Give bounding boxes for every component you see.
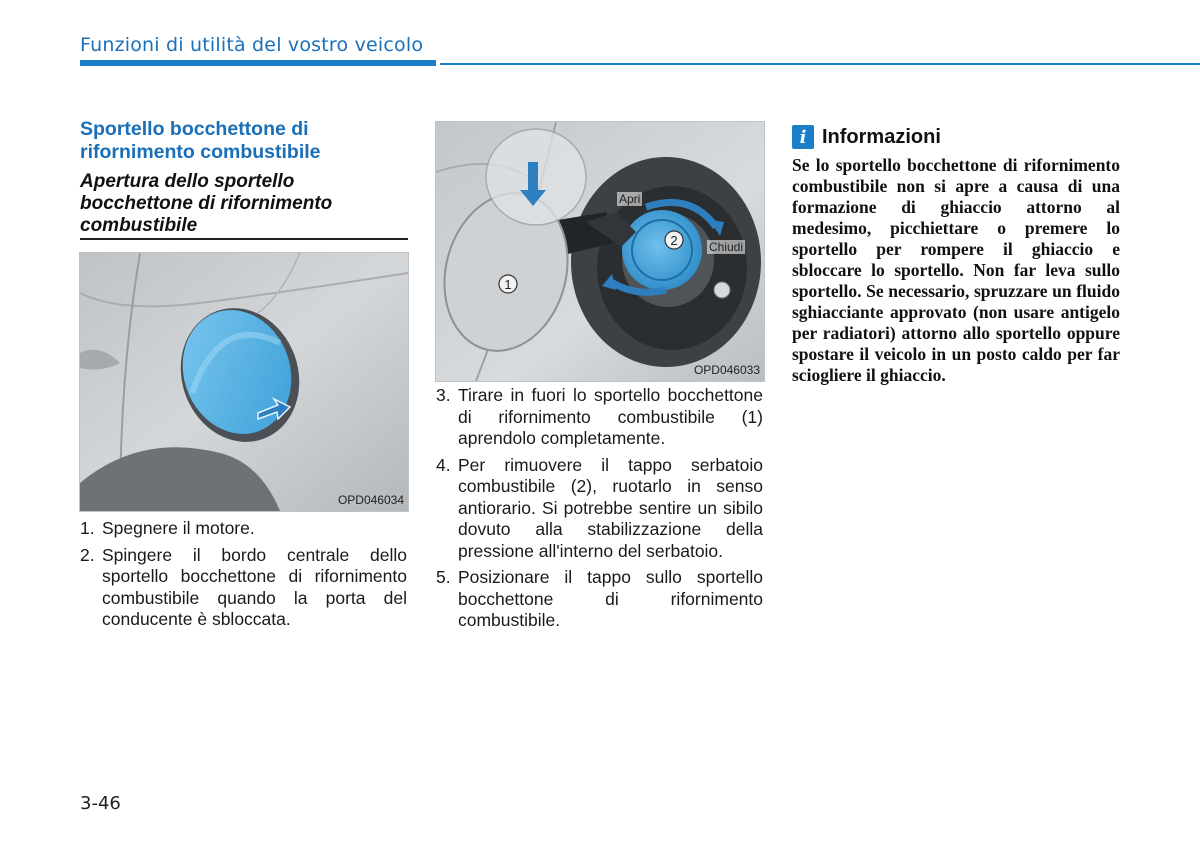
- information-header: [792, 124, 1120, 150]
- step-item: [436, 385, 763, 450]
- steps-list-right: [436, 385, 763, 637]
- figure-code: OPD046033: [693, 363, 760, 377]
- running-header: Funzioni di utilità del vostro veicolo: [80, 34, 424, 56]
- subsection-rule: [80, 238, 408, 240]
- header-rule-thin: [440, 63, 1200, 65]
- step-item: [436, 455, 763, 563]
- step-text: Spegnere il motore.: [102, 518, 255, 538]
- information-title: Informazioni: [822, 125, 941, 148]
- step-text: Spingere il bordo centrale dello sportello bocchettone di rifornimento combustibile quando la porta del conducente è sbloccata.: [102, 544, 407, 629]
- step-item: [436, 567, 763, 632]
- header-rule-thick: [80, 60, 436, 66]
- step-number: 5.: [436, 567, 451, 587]
- step-text: Posizionare il tappo sullo sportello bocchettone di rifornimento combustibile.: [458, 567, 763, 630]
- information-text: Se lo sportello bocchettone di rifornimento combustibile non si apre a causa di una formazione di ghiaccio attorno al medesimo, picchiettare o premere lo sportello per rompere il ghiaccio e sbloccare lo sportello. Non far leva sullo sportello. Se necessario, spruzzare un fluido sghiacciante approvato (non usare antigelo per radiatori) attorno allo sportello oppure spostare il veicolo in un posto caldo per far sciogliere il ghiaccio.: [792, 155, 1120, 385]
- step-item: [80, 545, 407, 631]
- label-close: Chiudi: [709, 240, 744, 254]
- label-open: Apri: [619, 192, 641, 206]
- step-text: Per rimuovere il tappo serbatoio combustibile (2), ruotarlo in senso antiorario. Si potrebbe sentire un sibilo dovuto alla stabilizzazione della pressione all'interno del serbatoio.: [458, 454, 763, 561]
- section-title: Sportello bocchettone di rifornimento combustibile: [80, 118, 321, 163]
- figure-fuel-door-closed: [79, 252, 409, 512]
- step-number: 4.: [436, 454, 451, 475]
- marker-1: 1: [504, 277, 512, 292]
- figure-code: OPD046034: [337, 493, 404, 507]
- step-number: 3.: [436, 385, 451, 405]
- subsection-title: Apertura dello sportello bocchettone di rifornimento combustibile: [80, 171, 333, 236]
- step-item: [80, 518, 407, 540]
- information-box: [792, 124, 1120, 386]
- step-number: 2.: [80, 544, 95, 565]
- steps-list-left: [80, 518, 407, 636]
- step-text: Tirare in fuori lo sportello bocchettone di rifornimento combustibile (1) aprendolo completamente.: [458, 385, 763, 448]
- step-number: 1.: [80, 518, 95, 538]
- info-icon: i: [792, 125, 814, 149]
- page-number: 3-46: [80, 793, 121, 814]
- figure-fuel-door-open: [435, 121, 765, 382]
- fuel-door-closed-illustration: [80, 253, 408, 511]
- marker-2: 2: [670, 233, 678, 248]
